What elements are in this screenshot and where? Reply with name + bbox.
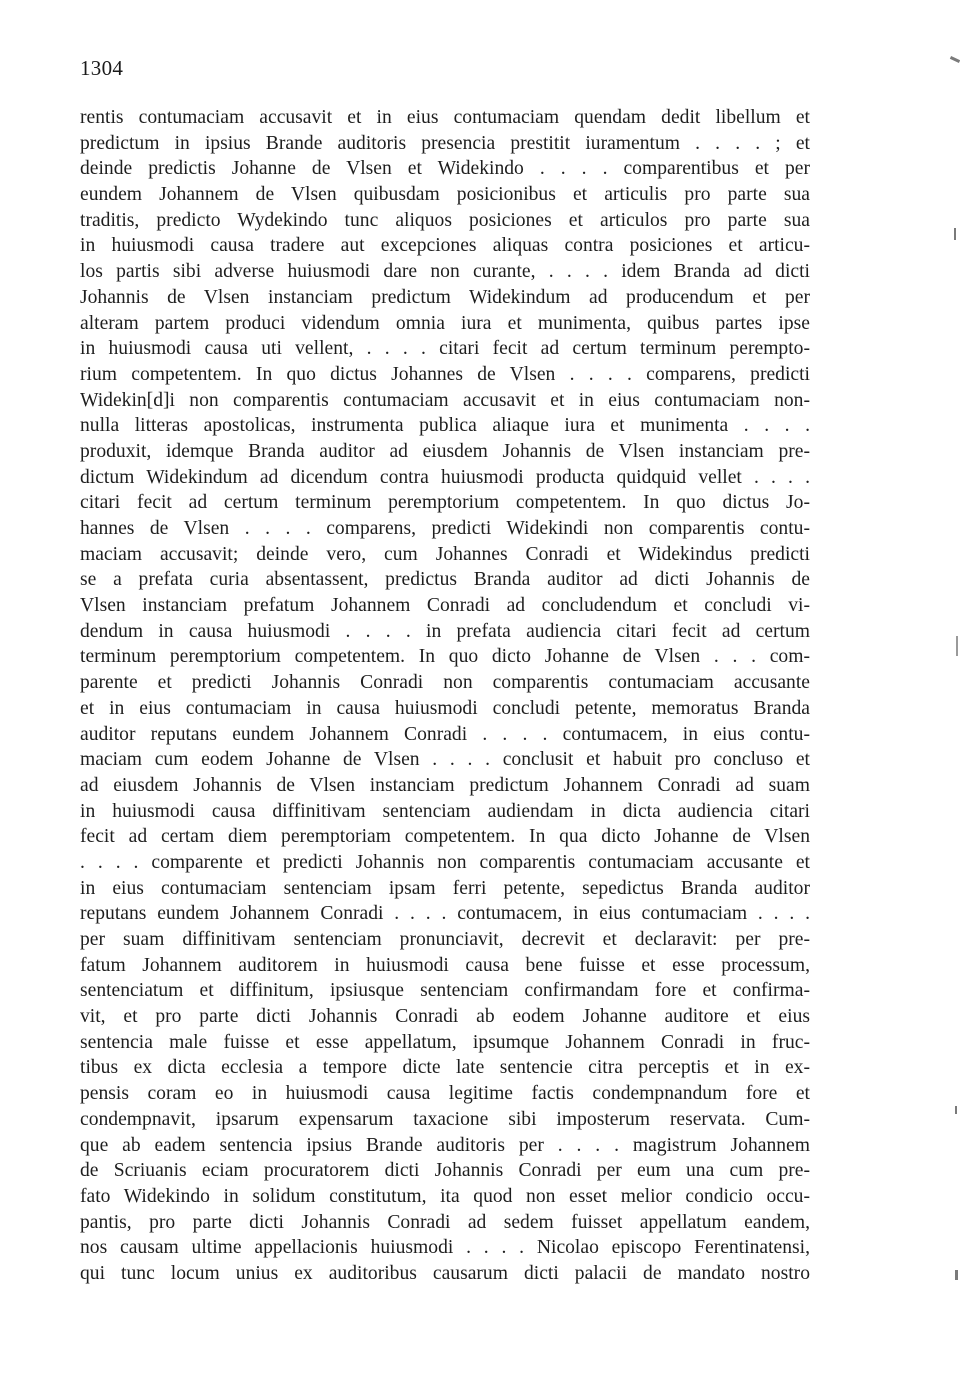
text-line: . . . . comparente et predicti Johannis non comparentis contumaciam accusante et — [80, 851, 810, 873]
text-line: de Scriuanis eciam procuratorem dicti Johannis Conradi per eum una cum pre- — [80, 1160, 810, 1182]
text-line: nos causam ultime appellacionis huiusmodi . . . . Nicolao episcopo Ferentinatensi, — [80, 1237, 810, 1259]
text-line: in huiusmodi causa uti vellent, . . . . citari fecit ad certum terminum perempto- — [80, 338, 810, 360]
text-line: qui tunc locum unius ex auditoribus causarum dicti palacii de mandato nostro — [80, 1262, 810, 1284]
text-line: in eius contumaciam sentenciam ipsam ferri petente, sepedictus Branda auditor — [80, 877, 810, 899]
text-line: in huiusmodi causa diffinitivam sentenciam audiendam in dicta audiencia citari — [80, 800, 810, 822]
text-line: citari fecit ad certum terminum peremptorium competentem. In quo dictus Jo- — [80, 492, 810, 514]
text-line: los partis sibi adverse huiusmodi dare non curante, . . . . idem Branda ad dicti — [80, 261, 810, 283]
text-line: produxit, idemque Branda auditor ad eiusdem Johannis de Vlsen instanciam pre- — [80, 440, 810, 462]
text-line: pantis, pro parte dicti Johannis Conradi ad sedem fuisset appellatum eandem, — [80, 1211, 810, 1233]
text-line: maciam accusavit; deinde vero, cum Johannes Conradi et Widekindus predicti — [80, 543, 810, 565]
text-line: dictum Widekindum ad dicendum contra huiusmodi producta quidquid vellet . . . . — [80, 466, 810, 488]
text-line: maciam cum eodem Johanne de Vlsen . . . . conclusit et habuit pro concluso et — [80, 749, 810, 771]
scan-edge-mark — [956, 636, 958, 656]
text-line: auditor reputans eundem Johannem Conradi . . . . contumacem, in eius contu- — [80, 723, 810, 745]
text-line: rentis contumaciam accusavit et in eius contumaciam quendam dedit libellum et — [80, 107, 810, 128]
text-line: predictum in ipsius Brande auditoris presencia prestitit iuramentum . . . . ; et — [80, 132, 810, 154]
text-line: per suam diffinitivam sentenciam pronunciavit, decrevit et declaravit: per pre- — [80, 929, 810, 950]
scan-edge-mark — [955, 1270, 958, 1280]
text-line: in huiusmodi causa tradere aut excepciones aliquas contra posiciones et articu- — [80, 235, 810, 257]
text-line: nulla litteras apostolicas, instrumenta publica aliaque iura et munimenta . . . . — [80, 415, 810, 437]
text-line: fecit ad certam diem peremptoriam competentem. In qua dicto Johanne de Vlsen — [80, 826, 810, 848]
text-line: Johannis de Vlsen instanciam predictum Widekindum ad producendum et per — [80, 286, 810, 308]
text-line: eundem Johannem de Vlsen quibusdam posicionibus et articulis pro parte sua — [80, 184, 810, 206]
text-line: se a prefata curia absentassent, predictus Branda auditor ad dicti Johannis de — [80, 569, 810, 591]
text-line: pensis coram eo in huiusmodi causa legitime factis condempnandum fore et — [80, 1083, 810, 1105]
text-line: terminum peremptorium competentem. In quo dicto Johanne de Vlsen . . . com- — [80, 646, 810, 668]
text-line: Widekin[d]i non comparentis contumaciam accusavit et in eius contumaciam non- — [80, 389, 810, 411]
text-line: que ab eadem sentencia ipsius Brande auditoris per . . . . magistrum Johannem — [80, 1134, 810, 1156]
text-line: ad eiusdem Johannis de Vlsen instanciam predictum Johannem Conradi ad suam — [80, 774, 810, 796]
text-line: deinde predictis Johanne de Vlsen et Widekindo . . . . comparentibus et per — [80, 158, 810, 180]
text-line: reputans eundem Johannem Conradi . . . . contumacem, in eius contumaciam . . . . — [80, 903, 810, 925]
scan-edge-mark — [955, 1106, 957, 1114]
text-line: alteram partem produci videndum omnia iura et munimenta, quibus partes ipse — [80, 312, 810, 334]
text-line: rium competentem. In quo dictus Johannes de Vlsen . . . . comparens, predicti — [80, 363, 810, 385]
body-text — [80, 105, 810, 1287]
text-line: condempnavit, ipsarum expensarum taxacione sibi imposterum reservata. Cum- — [80, 1108, 810, 1130]
scan-edge-mark — [954, 228, 956, 240]
text-line: sentenciatum et diffinitum, ipsiusque sentenciam confirmandam fore et confirma- — [80, 980, 810, 1002]
text-line: et in eius contumaciam in causa huiusmodi concludi petente, memoratus Branda — [80, 697, 810, 719]
text-line: vit, et pro parte dicti Johannis Conradi ab eodem Johanne auditore et eius — [80, 1006, 810, 1028]
text-line: fatum Johannem auditorem in huiusmodi causa bene fuisse et esse processum, — [80, 954, 810, 976]
text-line: fato Widekindo in solidum constitutum, ita quod non esset melior condicio occu- — [80, 1185, 810, 1207]
text-line: sentencia male fuisse et esse appellatum, ipsumque Johannem Conradi in fruc- — [80, 1031, 810, 1053]
text-line: tibus ex dicta ecclesia a tempore dicte late sentencie citra perceptis et in ex- — [80, 1057, 810, 1079]
text-line: dendum in causa huiusmodi . . . . in prefata audiencia citari fecit ad certum — [80, 620, 810, 642]
text-line: hannes de Vlsen . . . . comparens, predicti Widekindi non comparentis contu- — [80, 518, 810, 539]
text-line: parente et predicti Johannis Conradi non comparentis contumaciam accusante — [80, 672, 810, 694]
scan-edge-mark — [950, 56, 960, 63]
page-number: 1304 — [80, 56, 124, 80]
text-line: Vlsen instanciam prefatum Johannem Conradi ad concludendum et concludi vi- — [80, 595, 810, 617]
text-line: traditis, predicto Wydekindo tunc aliquos posiciones et articulos pro parte sua — [80, 209, 810, 231]
